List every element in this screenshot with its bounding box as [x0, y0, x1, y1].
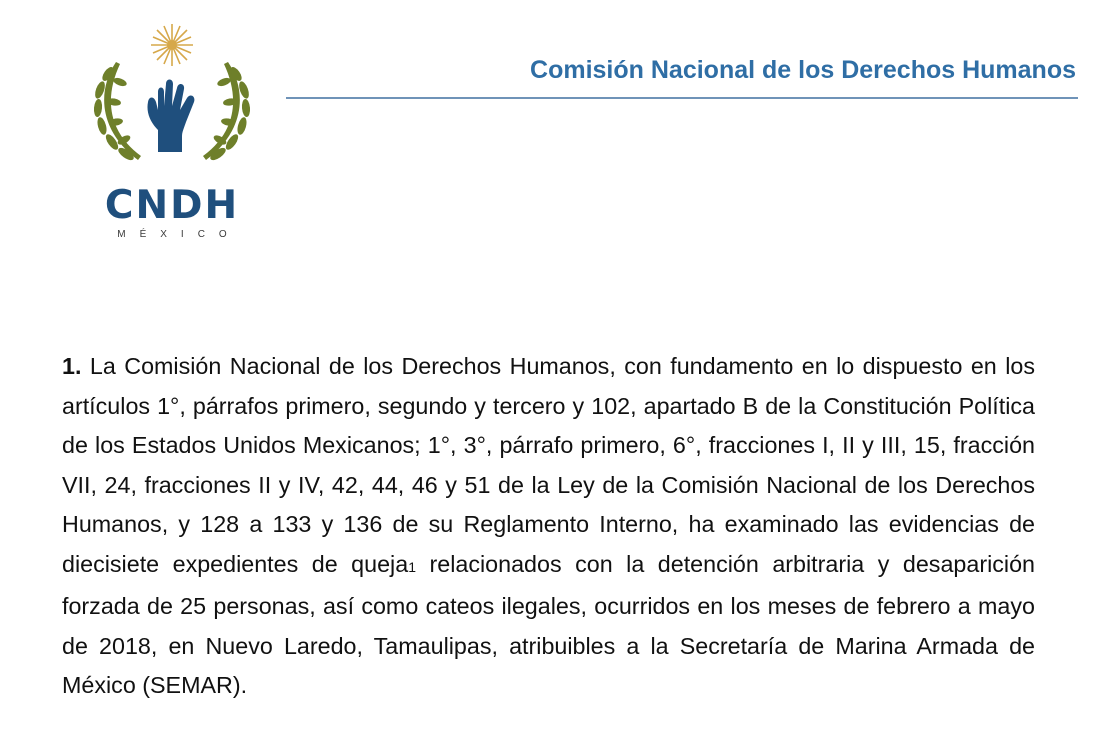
paragraph-text-part2: relacionados con la detención arbitraria y desaparición forzada de 25 personas, así como cateos ilegales, ocurridos en los meses de febrero a mayo de 2018, en Nuevo Laredo, Tamaulipas, atribuibles a la Secretaría de Marina Armada de México (SEMAR).: [62, 550, 1035, 698]
footnote-reference[interactable]: 1: [408, 558, 416, 575]
hand-icon: [147, 80, 194, 153]
laurel-right-icon: [203, 62, 251, 162]
cndh-logo: [86, 22, 258, 240]
hand-laurel-emblem-icon: [86, 22, 258, 187]
paragraph-number: 1.: [62, 353, 82, 379]
header-divider: [286, 97, 1078, 99]
paragraph-1: [62, 347, 1035, 706]
laurel-left-icon: [93, 62, 141, 162]
logo-country: MÉXICO: [117, 229, 241, 240]
page-header-title: Comisión Nacional de los Derechos Humanos: [530, 56, 1076, 84]
logo-acronym: CNDH: [104, 183, 240, 228]
paragraph-text-part1: La Comisión Nacional de los Derechos Humanos, con fundamento en lo dispuesto en los artículos 1°, párrafos primero, segundo y tercero y 102, apartado B de la Constitución Política de los Estados Unidos Mexicanos; 1°, 3°, párrafo primero, 6°, fracciones I, II y III, 15, fracción VII, 24, fracciones II y IV, 42, 44, 46 y 51 de la Ley de la Comisión Nacional de los Derechos Humanos, y 128 a 133 y 136 de su Reglamento Interno, ha examinado las evidencias de diecisiete expedientes de queja: [62, 353, 1035, 577]
